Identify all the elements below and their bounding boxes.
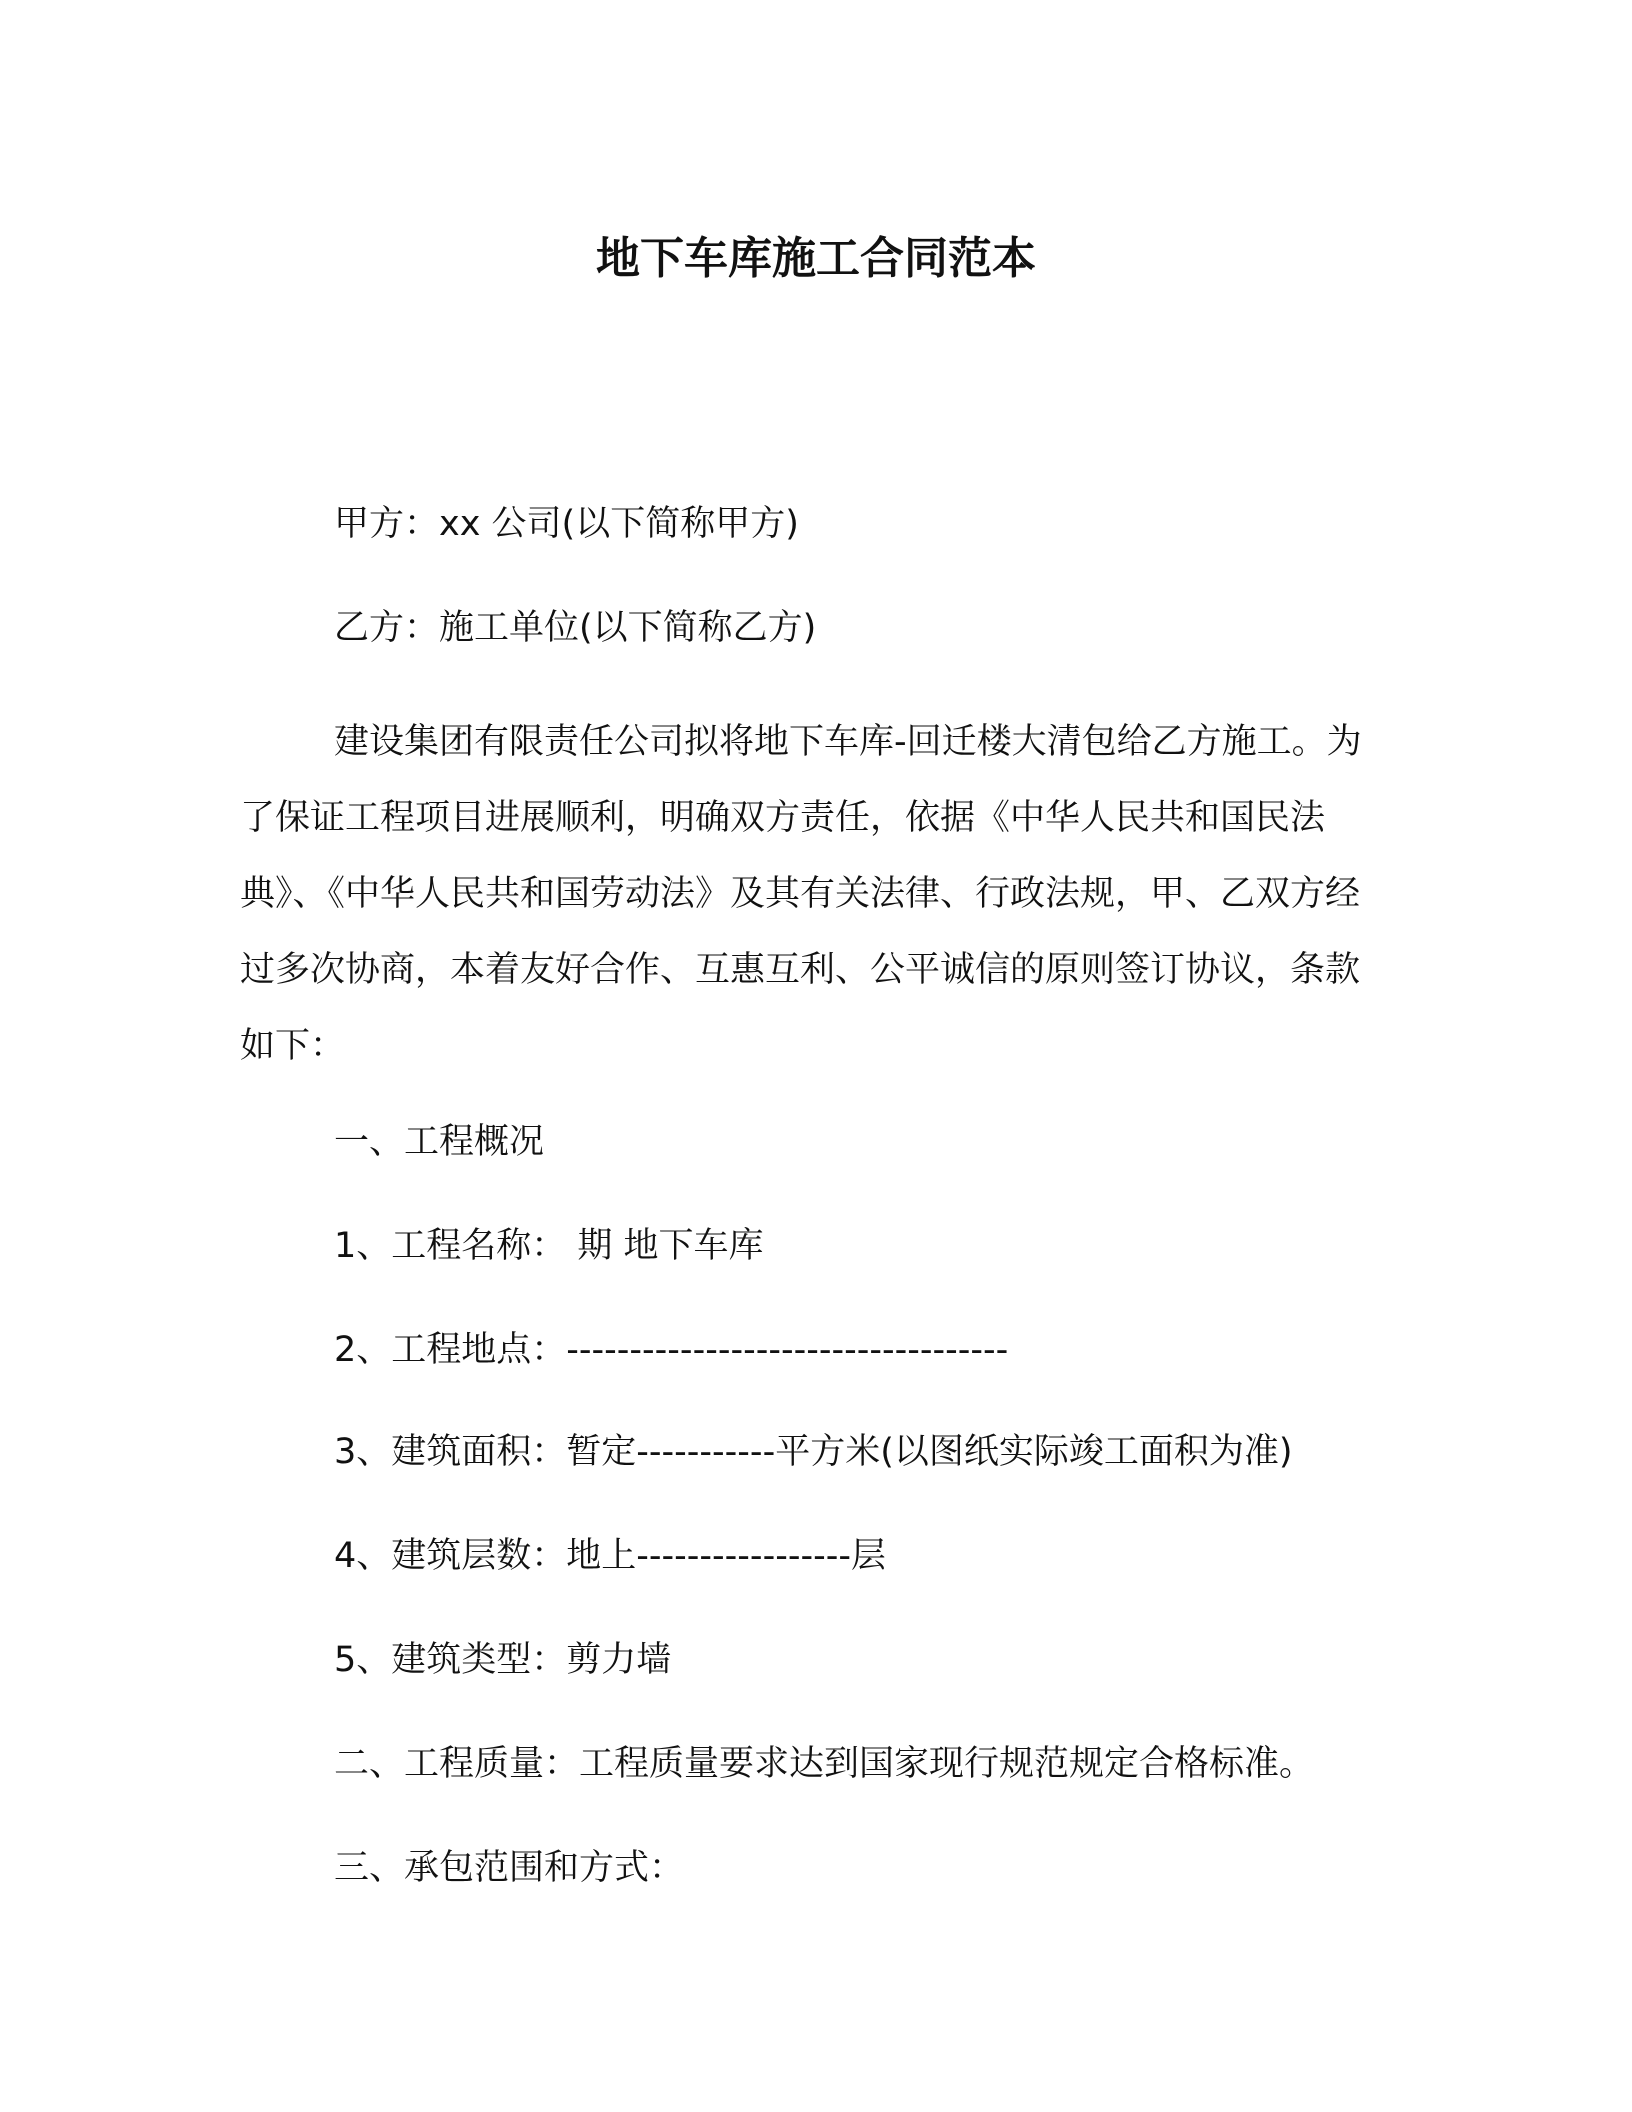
item-building-floors: 4、建筑层数：地上-----------------层 [334,1536,886,1576]
section-2-quality: 二、工程质量：工程质量要求达到国家现行规范规定合格标准。 [334,1744,1315,1784]
item-building-type: 5、建筑类型：剪力墙 [334,1640,672,1680]
item-project-location: 2、工程地点：----------------------------------- [334,1330,1009,1370]
section-3-heading: 三、承包范围和方式： [334,1848,685,1888]
intro-paragraph [240,704,1390,1084]
item-building-area: 3、建筑面积：暂定-----------平方米(以图纸实际竣工面积为准) [334,1432,1293,1472]
item-project-name: 1、工程名称： 期 地下车库 [334,1226,764,1266]
document-title: 地下车库施工合同范本 [596,233,1036,284]
intro-paragraph-text: 建设集团有限责任公司拟将地下车库-回迁楼大清包给乙方施工。为了保证工程项目进展顺利，明确双方责任，依据《中华人民共和国民法典》、《中华人民共和国劳动法》及其有关法律、行政法规，甲、乙双方经过多次协商，本着友好合作、互惠互利、公平诚信的原则签订协议，条款如下： [240,722,1362,1066]
party-a-line: 甲方：xx 公司(以下简称甲方) [334,504,799,544]
section-1-heading: 一、工程概况 [334,1122,545,1162]
party-b-line: 乙方：施工单位(以下简称乙方) [334,608,817,648]
